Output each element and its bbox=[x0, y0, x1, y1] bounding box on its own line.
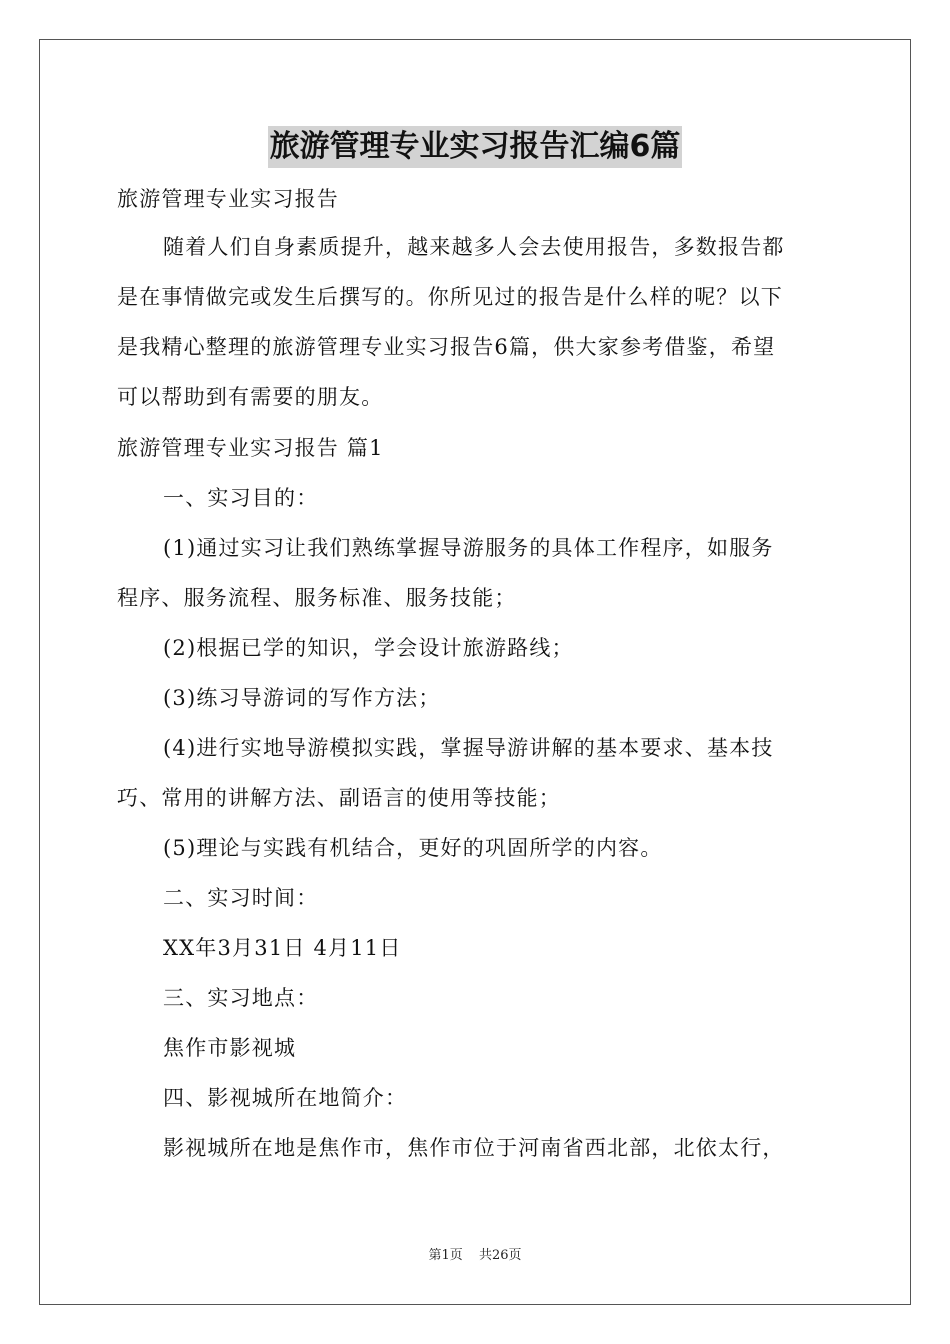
paragraph-line: 巧、常用的讲解方法、副语言的使用等技能； bbox=[117, 786, 561, 810]
paragraph-line: 是在事情做完或发生后撰写的。你所见过的报告是什么样的呢？以下 bbox=[117, 285, 783, 309]
paragraph-line: 影视城所在地是焦作市，焦作市位于河南省西北部，北依太行， bbox=[163, 1136, 785, 1160]
paragraph-line: 四、影视城所在地简介： bbox=[163, 1086, 408, 1110]
title-container bbox=[0, 126, 950, 168]
paragraph-line: 三、实习地点： bbox=[163, 986, 319, 1010]
paragraph-line: 是我精心整理的旅游管理专业实习报告6篇，供大家参考借鉴，希望 bbox=[117, 335, 776, 359]
paragraph-line: 可以帮助到有需要的朋友。 bbox=[117, 385, 384, 409]
paragraph-line: (1)通过实习让我们熟练掌握导游服务的具体工作程序，如服务 bbox=[163, 536, 774, 560]
section-heading: 旅游管理专业实习报告 篇1 bbox=[117, 436, 384, 460]
paragraph-line: 一、实习目的： bbox=[163, 486, 319, 510]
paragraph-line: 随着人们自身素质提升，越来越多人会去使用报告，多数报告都 bbox=[163, 235, 785, 259]
paragraph-line: 焦作市影视城 bbox=[163, 1036, 297, 1060]
page-number: 第1页 bbox=[428, 1248, 463, 1263]
page-total: 共26页 bbox=[478, 1248, 522, 1263]
paragraph-line: 二、实习时间： bbox=[163, 886, 319, 910]
paragraph-line: (3)练习导游词的写作方法； bbox=[163, 686, 441, 710]
paragraph-line: (4)进行实地导游模拟实践，掌握导游讲解的基本要求、基本技 bbox=[163, 736, 774, 760]
paragraph-line: XX年3月31日 4月11日 bbox=[163, 936, 402, 960]
paragraph-line: (2)根据已学的知识，学会设计旅游路线； bbox=[163, 636, 574, 660]
section-heading: 旅游管理专业实习报告 bbox=[117, 187, 339, 211]
paragraph-line: 程序、服务流程、服务标准、服务技能； bbox=[117, 586, 517, 610]
document-title: 旅游管理专业实习报告汇编6篇 bbox=[268, 126, 683, 168]
paragraph-line: (5)理论与实践有机结合，更好的巩固所学的内容。 bbox=[163, 836, 663, 860]
page-border bbox=[39, 39, 911, 1305]
page-footer bbox=[0, 1247, 950, 1265]
